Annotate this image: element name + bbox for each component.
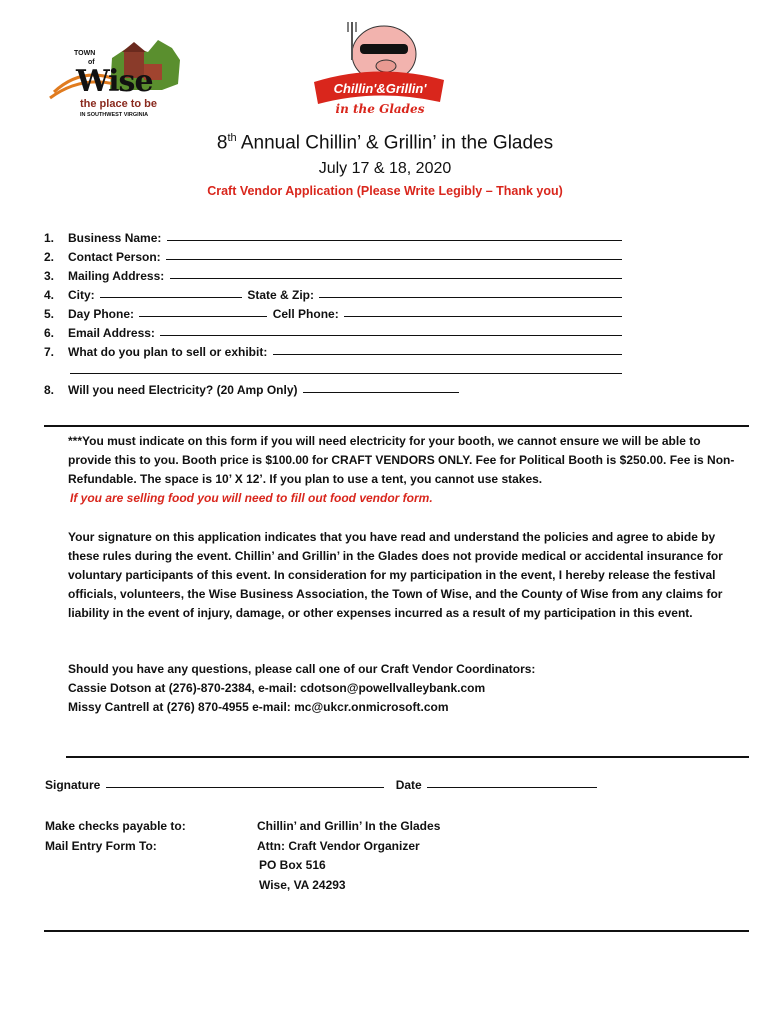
title-ordinal: 8 xyxy=(216,132,228,154)
cell-phone-blank[interactable] xyxy=(344,315,622,317)
town-region: IN SOUTHWEST VIRGINIA xyxy=(80,112,149,118)
signature-row xyxy=(45,778,599,792)
divider-middle xyxy=(66,756,749,758)
state-zip-blank[interactable] xyxy=(319,296,622,298)
sell-exhibit-blank[interactable] xyxy=(273,353,622,355)
contacts-intro: Should you have any questions, please call one of our Craft Vendor Coordinators: xyxy=(68,662,536,676)
notice-block xyxy=(68,432,738,508)
field-label: Day Phone: xyxy=(68,307,138,321)
page-title xyxy=(0,132,770,154)
field-phones xyxy=(44,302,624,321)
chillin-grillin-logo xyxy=(308,18,448,122)
sell-exhibit-blank-line-2[interactable] xyxy=(70,372,622,374)
date-blank[interactable] xyxy=(427,786,597,788)
contact-cassie: Cassie Dotson at (276)-870-2384, e-mail: cdotson@powellvalleybank.com xyxy=(68,681,486,695)
field-number: 8. xyxy=(44,383,55,397)
field-label: City: xyxy=(68,288,98,302)
field-email xyxy=(44,321,624,340)
field-label: Business Name: xyxy=(68,231,165,245)
payee-po-box: PO Box 516 xyxy=(259,858,326,872)
field-label: Contact Person: xyxy=(68,250,165,264)
field-label: What do you plan to sell or exhibit: xyxy=(68,345,271,359)
field-label: Cell Phone: xyxy=(269,307,343,321)
day-phone-blank[interactable] xyxy=(139,315,267,317)
field-number: 2. xyxy=(44,250,55,264)
field-mailing-address xyxy=(44,264,624,283)
contact-person-blank[interactable] xyxy=(166,258,622,260)
field-number: 3. xyxy=(44,269,55,283)
payment-labels xyxy=(45,817,186,856)
date-label: Date xyxy=(395,778,426,792)
wise-wordmark: Wise xyxy=(76,64,153,99)
field-label: Email Address: xyxy=(68,326,159,340)
food-vendor-notice: If you are selling food you will need to fill out food vendor form. xyxy=(70,491,433,505)
contact-missy: Missy Cantrell at (276) 870-4955 e-mail: mc@ukcr.onmicrosoft.com xyxy=(68,700,449,714)
application-fields xyxy=(44,226,624,397)
field-business-name xyxy=(44,226,624,245)
divider-bottom xyxy=(44,930,749,932)
field-city-state-zip xyxy=(44,283,624,302)
city-blank[interactable] xyxy=(100,296,242,298)
payee-city: Wise, VA 24293 xyxy=(259,877,346,892)
payee-name: Chillin’ and Grillin’ In the Glades xyxy=(257,819,441,833)
waiver-paragraph: Your signature on this application indicates that you have read and understand the policies and agree to abide by these rules during the event. Chillin’ and Grillin’ in the Glades does not provide medical or accidental insurance for voluntary participants of this event. In consideration for my participation in the event, I hereby release the festival officials, volunteers, the Wise Business Association, the Town of Wise, and the County of Wise from any claims for liability in the event of injury, damage, or other expenses incurred as a result of my participation in this event. xyxy=(68,530,723,620)
field-electricity xyxy=(44,378,624,397)
of-label: of xyxy=(88,59,95,66)
field-sell-exhibit-continued xyxy=(44,359,624,378)
event-wordmark: Chillin'&Grillin' xyxy=(333,81,427,96)
signature-label: Signature xyxy=(45,778,104,792)
field-contact-person xyxy=(44,245,624,264)
field-label: State & Zip: xyxy=(244,288,318,302)
notice-text: ***You must indicate on this form if you will need electricity for your booth, we cannot ensure we will be able to provide this to you. Booth price is $100.00 for CRAFT VENDORS ONLY. Fee for Political Booth is $250.00. Fee is Non-Refundable. The space is 10’ X 12’. If you plan to use a tent, you cannot use stakes. xyxy=(68,434,735,486)
title-text: Annual Chillin’ & Grillin’ in the Glades xyxy=(236,132,554,154)
field-number: 7. xyxy=(44,345,55,359)
divider-top xyxy=(44,425,749,427)
electricity-blank[interactable] xyxy=(303,391,459,393)
form-subtitle: Craft Vendor Application (Please Write Legibly – Thank you) xyxy=(207,184,563,198)
mail-entry-label: Mail Entry Form To: xyxy=(45,838,157,853)
checks-payable-label: Make checks payable to: xyxy=(45,819,186,833)
field-number: 1. xyxy=(44,231,55,245)
contacts-block xyxy=(68,660,738,717)
email-blank[interactable] xyxy=(160,334,622,336)
town-label: TOWN xyxy=(74,50,96,57)
payee-attn: Attn: Craft Vendor Organizer xyxy=(257,838,420,853)
town-of-wise-logo xyxy=(40,38,200,122)
business-name-blank[interactable] xyxy=(167,239,622,241)
field-label: Mailing Address: xyxy=(68,269,168,283)
field-sell-exhibit xyxy=(44,340,624,359)
event-date: July 17 & 18, 2020 xyxy=(318,160,452,177)
title-ordinal-suffix: th xyxy=(227,132,237,144)
field-number: 4. xyxy=(44,288,55,302)
mailing-address xyxy=(257,817,440,895)
town-tagline: the place to be xyxy=(80,98,158,110)
signature-blank[interactable] xyxy=(106,786,384,788)
mailing-address-blank[interactable] xyxy=(170,277,622,279)
field-number: 6. xyxy=(44,326,55,340)
field-label: Will you need Electricity? (20 Amp Only) xyxy=(68,383,301,397)
field-number: 5. xyxy=(44,307,55,321)
event-wordmark-sub: in the Glades xyxy=(335,102,425,116)
